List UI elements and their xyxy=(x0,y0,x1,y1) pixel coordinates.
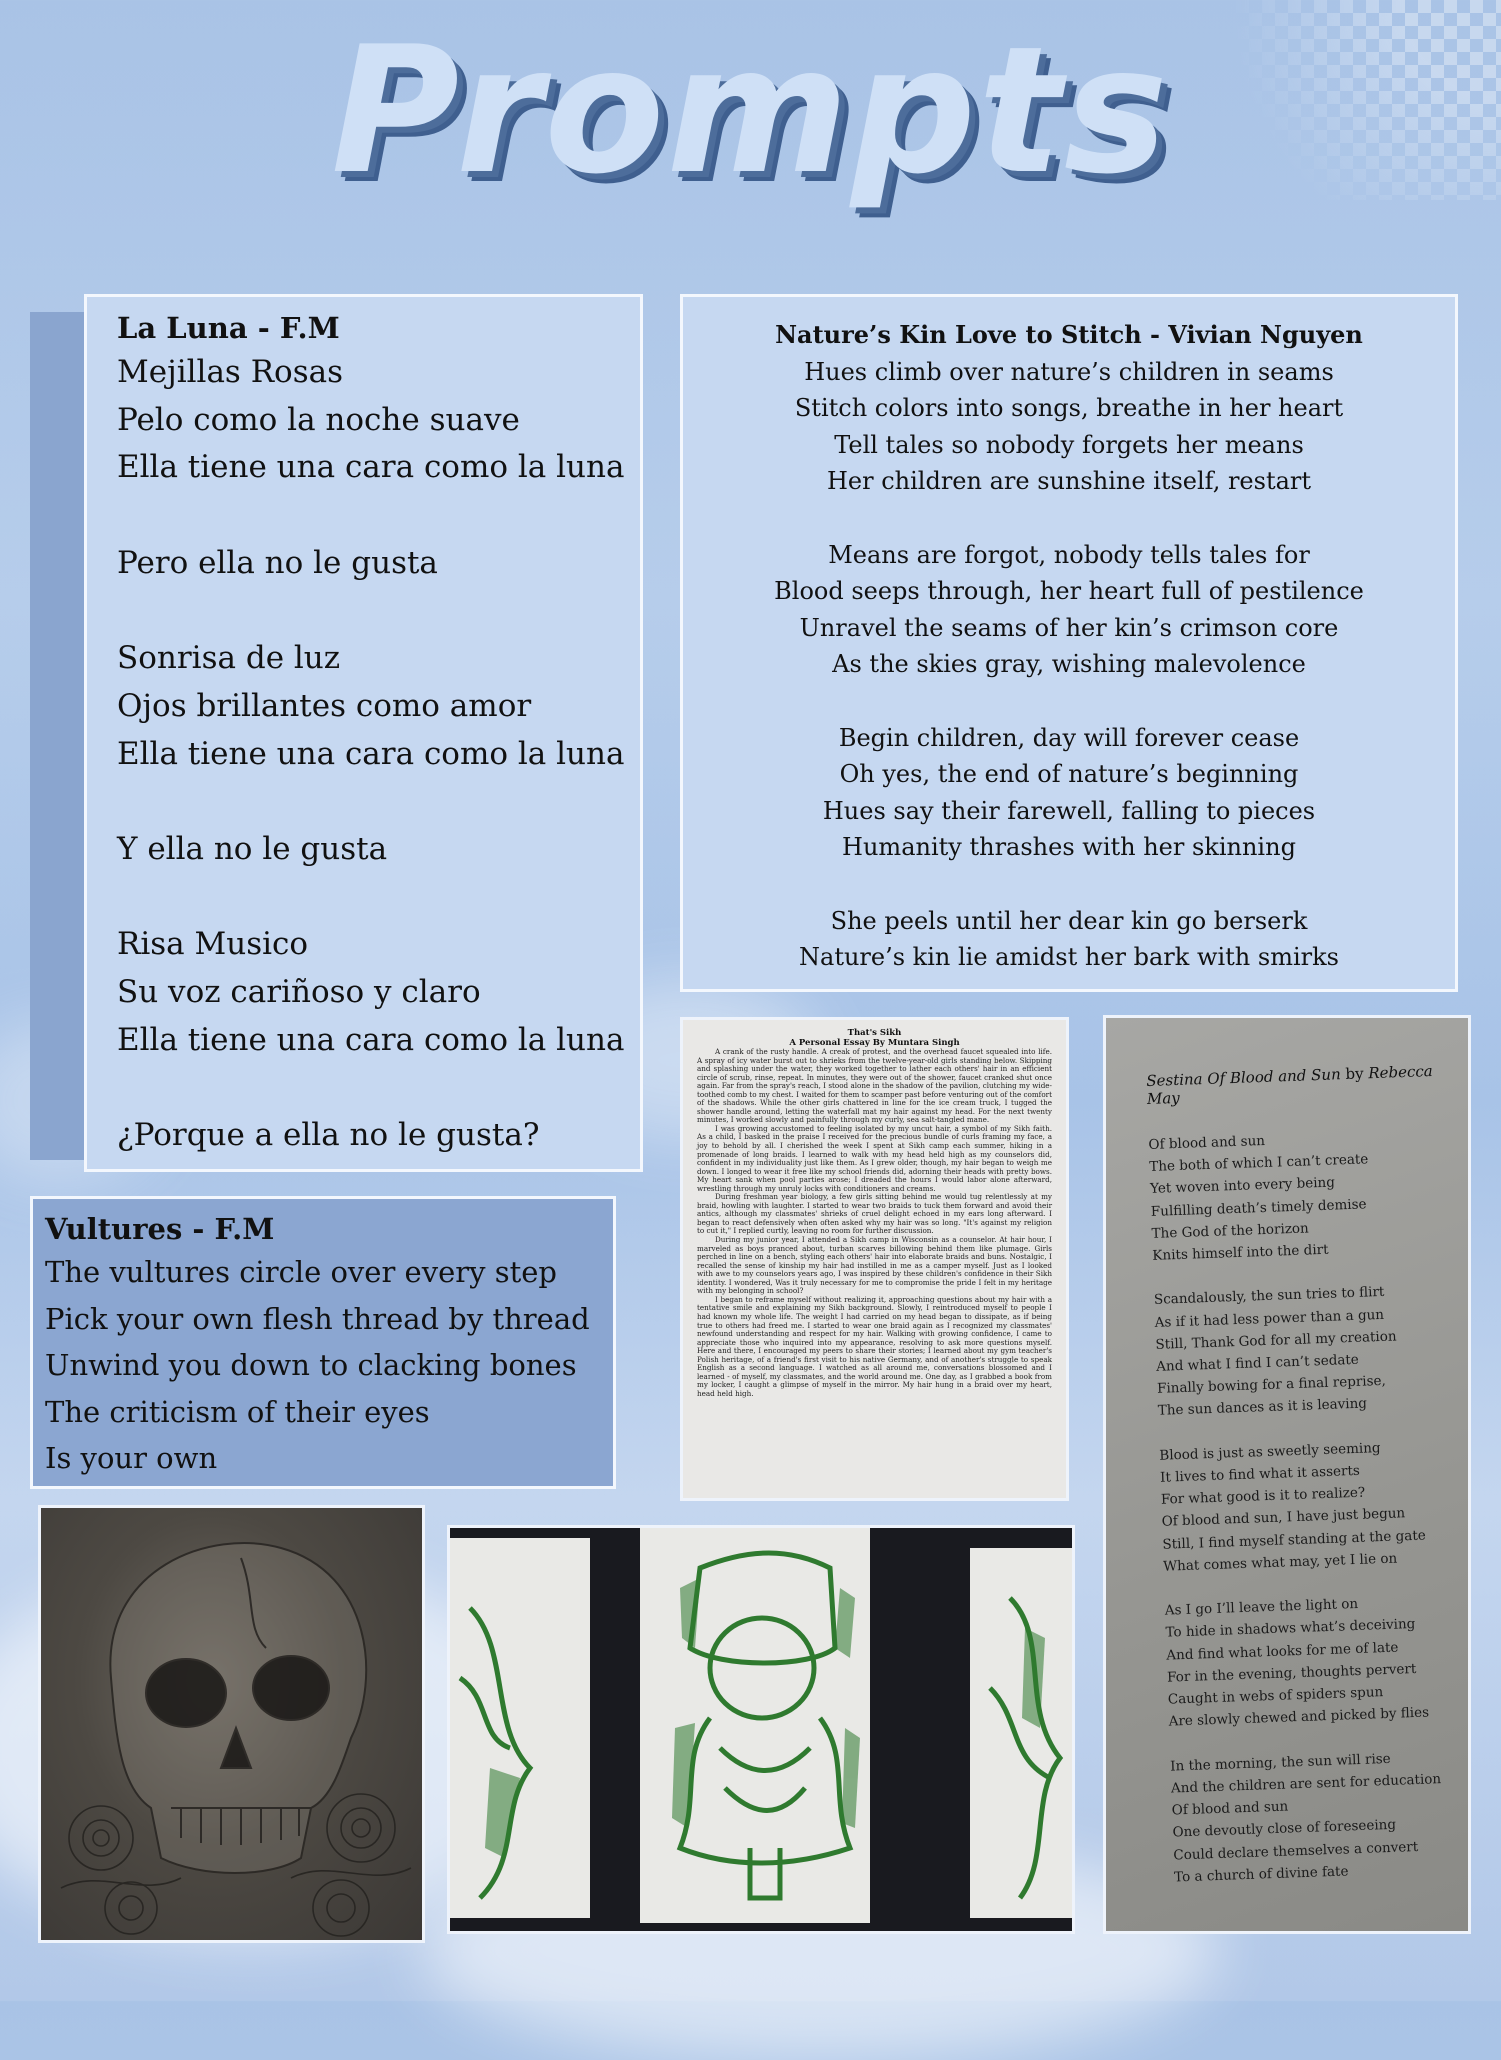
poem-line: It lives to find what it asserts xyxy=(1159,1462,1361,1486)
sestina-author: Rebecca May xyxy=(1146,1061,1434,1108)
poem-line: Begin children, day will forever cease xyxy=(838,723,1300,752)
skull-drawing-photo xyxy=(38,1505,425,1943)
poem-line: Y ella no le gusta xyxy=(117,831,388,868)
poem-line: What comes what may, yet I lie on xyxy=(1162,1550,1398,1575)
poem-line: Ella tiene una cara como la luna xyxy=(117,449,625,486)
poem-line: As the skies gray, wishing malevolence xyxy=(832,650,1306,679)
poem-body xyxy=(45,1249,603,1482)
essay-paragraph: I began to reframe myself without realizing it, approaching questions about my hair with a tentative smile and explaining my Sikh background. Slowly, I reintroduced myself to people I had known my whole life. The weight I had carried on my head began to dissipate, as if being true to others had freed me. I started to wear one braid again as I recognized my classmates' newfound understanding and respect for my hair. Walking with growing confidence, I came to appreciate those who inquired into my appearance, resolving to ask more questions myself. Here and there, I encouraged my peers to share their stories; I learned about my gym teacher's Polish heritage, of a friend's first visit to his native Germany, and of another's struggle to speak English as a second language. I watched as all around me, conversations blossomed and I learned - of myself, my classmates, and the world around me. One day, as I grabbed a book from my locker, I caught a glimpse of myself in the mirror. My hair hung in a braid over my heart, head held high. xyxy=(697,1294,1052,1398)
poem-line: And the children are sent for education xyxy=(1170,1771,1442,1797)
essay-photo xyxy=(680,1017,1069,1501)
poem-body xyxy=(117,349,625,1160)
poem-line: Scandalously, the sun tries to flirt xyxy=(1153,1284,1385,1309)
poem-line: Nature’s kin lie amidst her bark with smirks xyxy=(799,943,1339,972)
poem-line: The sun dances as it is leaving xyxy=(1157,1395,1368,1420)
poem-line: Pick your own flesh thread by thread xyxy=(45,1301,590,1336)
poem-title: Vultures - F.M xyxy=(45,1212,275,1246)
poem-line: Blood is just as sweetly seeming xyxy=(1159,1439,1381,1464)
poem-body xyxy=(683,354,1455,976)
poem-line: Of blood and sun xyxy=(1171,1798,1289,1819)
poem-line: Sonrisa de luz xyxy=(117,640,341,677)
poem-title: Nature’s Kin Love to Stitch - Vivian Nguyen xyxy=(775,320,1363,349)
poem-line: Su voz cariñoso y claro xyxy=(117,974,481,1011)
page-title: Prompts xyxy=(331,10,1170,213)
essay-subtitle: A Personal Essay By Muntara Singh xyxy=(789,1038,960,1048)
poem-line: Still, I find myself standing at the gate xyxy=(1162,1527,1426,1553)
vultures-poem-panel xyxy=(30,1196,616,1489)
essay-body xyxy=(697,1048,1052,1398)
essay-paragraph: During my junior year, I attended a Sikh camp in Wisconsin as a counselor. At hair hour, I marveled as boys pranced about, turban scarves billowing behind them like plumage. Girls perched in line on a bench, styling each others' hair into elaborate braids and buns. Nostalgic, I recalled the sense of kinship my hair had instilled in me as a camper myself. Just as I looked with awe to my counselors years ago, I was inspired by these children's confidence in their Sikh identity. I wondered, Was it truly necessary for me to compromise the pride I felt in my heritage with my belonging in school? xyxy=(697,1235,1052,1296)
poem-line: Pelo como la noche suave xyxy=(117,401,520,438)
nature-kin-poem-panel xyxy=(680,294,1458,992)
poem-line xyxy=(683,500,1455,537)
sestina-title: Sestina Of Blood and Sun xyxy=(1146,1065,1342,1090)
poem-line: Ella tiene una cara como la luna xyxy=(117,1021,625,1058)
poem-line: The God of the horizon xyxy=(1151,1220,1310,1242)
poem-line: And what I find I can’t sedate xyxy=(1156,1351,1360,1375)
poem-line: To hide in shadows what’s deceiving xyxy=(1165,1616,1416,1642)
skull-drawing-icon xyxy=(41,1508,422,1940)
poem-line: Caught in webs of spiders spun xyxy=(1167,1684,1384,1708)
poem-line: For what good is it to realize? xyxy=(1160,1484,1366,1508)
poem-line: Of blood and sun xyxy=(1148,1132,1266,1153)
poem-line: Means are forgot, nobody tells tales for xyxy=(828,540,1310,569)
accent-bar xyxy=(30,312,85,1160)
poem-line: Ojos brillantes como amor xyxy=(117,687,532,724)
poem-line xyxy=(117,492,620,540)
poem-line: Knits himself into the dirt xyxy=(1152,1241,1329,1264)
poem-line: And find what looks for me of late xyxy=(1166,1639,1399,1664)
poem-line: Unravel the seams of her kin’s crimson core xyxy=(799,613,1339,642)
frog-linocut-icon xyxy=(450,1528,1072,1931)
poem-line xyxy=(117,874,620,922)
essay-paragraph: A crank of the rusty handle. A creak of protest, and the overhead faucet squealed into life. A spray of icy water burst out to shrieks from the twelve-year-old girls standing below. Skipping and splashing under the water, they worked together to lather each others' hair in an efficient circle of scrub, rinse, repeat. In minutes, they were out of the shower, faucet cranked shut once again. Far from the spray's reach, I stood alone in the shadow of the pavilion, clutching my wide-toothed comb to my chest. I waited for them to scamper past before venturing out of the comfort of the shadows. While the other girls chattered in line for the ice cream truck, I tugged the shower handle around, letting the waterfall mat my hair against my head. For the next twenty minutes, I worked slowly and painfully through my curly, sea salt-tangled mane. xyxy=(697,1047,1052,1125)
poem-line: Tell tales so nobody forgets her means xyxy=(834,430,1304,459)
essay-title: That's Sikh xyxy=(847,1028,902,1038)
poem-line: Hues say their farewell, falling to pieces xyxy=(822,796,1316,825)
essay-paragraph: I was growing accustomed to feeling isolated by my uncut hair, a symbol of my Sikh faith. As a child, I basked in the praise I received for the precious bundle of curls framing my face, a joy to behold by all. I cherished the week I spent at Sikh camp each summer, hiking in a promenade of long braids. I learned to walk with my head held high as my counselors did, confident in my individuality just like them. As I grew older, though, my hair began to weigh me down. I longed to wear it free like my school friends did, adorning their heads with pretty bows. My heart sank when pool parties arose; I dreaded the hours I would labor alone afterward, wrestling through my unruly locks with conditioners and creams. xyxy=(697,1123,1052,1193)
poem-line: Blood seeps through, her heart full of pestilence xyxy=(774,577,1364,606)
poem-line xyxy=(117,588,620,636)
poem-line: The vultures circle over every step xyxy=(45,1255,557,1289)
poem-line xyxy=(683,866,1455,903)
poem-line xyxy=(117,778,620,826)
poem-line: Yet woven into every being xyxy=(1149,1174,1336,1198)
poem-line: One devoutly close of foreseeing xyxy=(1172,1817,1397,1841)
poem-line: Of blood and sun, I have just begun xyxy=(1161,1505,1406,1531)
poem-line: As if it had less power than a gun xyxy=(1154,1306,1385,1331)
poem-line: For in the evening, thoughts pervert xyxy=(1166,1660,1417,1686)
sestina-photo xyxy=(1103,1015,1471,1934)
poem-line: The both of which I can’t create xyxy=(1149,1151,1369,1176)
poem-line: Oh yes, the end of nature’s beginning xyxy=(839,760,1299,789)
poem-line: Stitch colors into songs, breathe in her heart xyxy=(794,394,1344,423)
poem-line xyxy=(683,683,1455,720)
poem-line xyxy=(117,1065,620,1113)
poem-line: ¿Porque a ella no le gusta? xyxy=(117,1117,540,1154)
poem-line: Humanity thrashes with her skinning xyxy=(842,833,1296,862)
poem-line: Ella tiene una cara como la luna xyxy=(117,735,625,772)
poem-line: The criticism of their eyes xyxy=(45,1394,430,1429)
poem-line: Still, Thank God for all my creation xyxy=(1155,1328,1397,1353)
sestina-by: by xyxy=(1345,1064,1364,1084)
la-luna-poem-panel xyxy=(84,294,643,1172)
poem-line: Are slowly chewed and picked by flies xyxy=(1168,1704,1430,1730)
sestina-title-line xyxy=(1146,1061,1449,1108)
poem-line: Risa Musico xyxy=(117,926,309,963)
poem-line: In the morning, the sun will rise xyxy=(1169,1750,1391,1775)
poem-line: As I go I’ll leave the light on xyxy=(1164,1596,1359,1619)
poem-line: Her children are sunshine itself, restart xyxy=(826,467,1312,496)
poem-line: Fulfilling death’s timely demise xyxy=(1150,1196,1367,1220)
poem-title: La Luna - F.M xyxy=(117,311,340,345)
poem-line: Mejillas Rosas xyxy=(117,354,343,390)
poem-line: Is your own xyxy=(45,1441,218,1475)
essay-paragraph: During freshman year biology, a few girls sitting behind me would tug relentlessly at my braid, howling with laughter. I started to wear two braids to tuck them forward and avoid their antics, although my classmates' shrieks of cruel delight echoed in my ears long afterward. I began to react defensively when often asked why my hair was so long. "It's against my religion to cut it," I replied curtly, leaving no room for further discussion. xyxy=(697,1192,1052,1236)
sestina-body xyxy=(1148,1123,1471,1888)
poem-line: Finally bowing for a final reprise, xyxy=(1156,1373,1387,1398)
poem-line: She peels until her dear kin go berserk xyxy=(830,906,1308,935)
linocut-prints-photo xyxy=(447,1525,1075,1934)
poem-line: Pero ella no le gusta xyxy=(117,544,438,581)
poem-line: Unwind you down to clacking bones xyxy=(45,1348,577,1382)
poem-line: To a church of divine fate xyxy=(1173,1863,1349,1886)
poem-line: Could declare themselves a convert xyxy=(1173,1838,1419,1864)
poem-line: Hues climb over nature’s children in seams xyxy=(804,357,1334,386)
